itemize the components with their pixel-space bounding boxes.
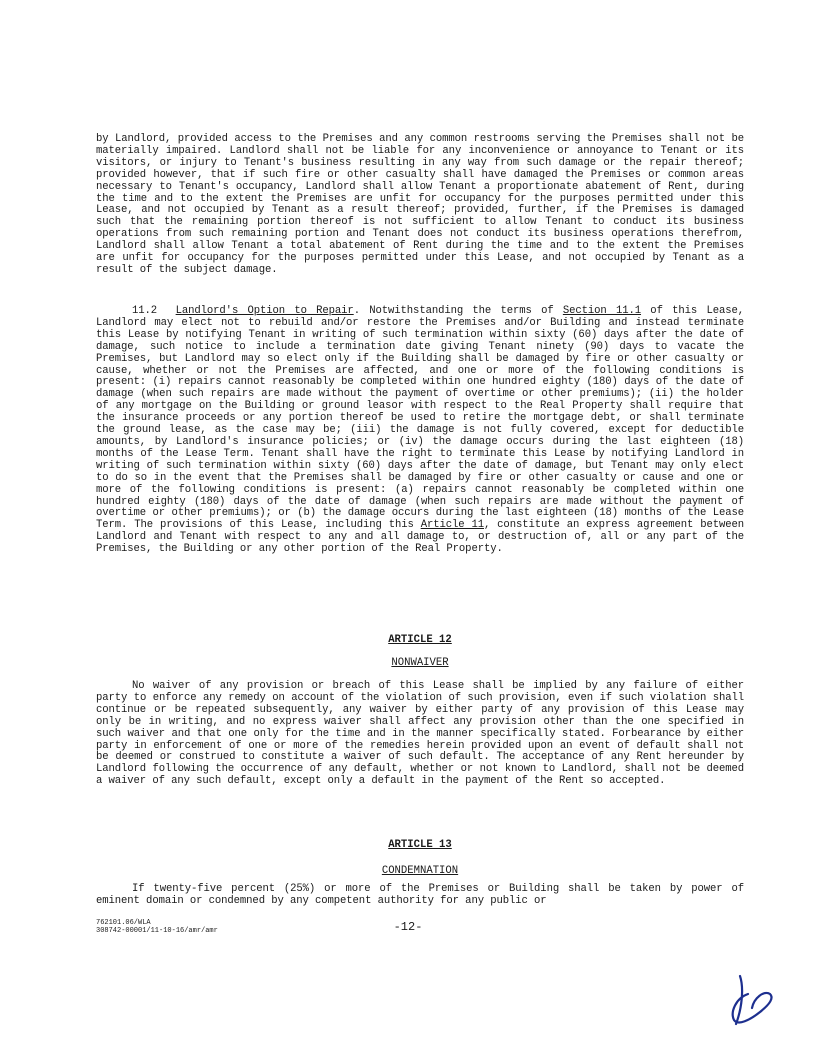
paragraph-nonwaiver bbox=[96, 681, 744, 788]
document-reference-footer bbox=[96, 919, 218, 935]
article-12-subtitle: NONWAIVER bbox=[391, 657, 449, 669]
paragraph-text: If twenty-five percent (25%) or more of the Premises or Building shall be taken by power of eminent domain or condemned by any competent authority for any public or bbox=[96, 883, 744, 907]
paragraph-11-2 bbox=[96, 306, 744, 556]
paragraph-text: . Notwithstanding the terms of bbox=[353, 305, 563, 317]
paragraph-text: by Landlord, provided access to the Premises and any common restrooms serving the Premises shall not be materially impaired. Landlord shall not be liable for any inconvenience or annoyance to Tenant or its visitors, or injury to Tenant's business resulting in any way from such damage or the repair thereof; provided however, that if such fire or other casualty shall have damaged the Premises or common areas necessary to Tenant's occupancy, Landlord shall allow Tenant a proportionate abatement of Rent, during the time and to the extent the Premises are unfit for occupancy for the purposes permitted under this Lease, and not occupied by Tenant as a result thereof; provided, further, if the Premises is damaged such that the remaining portion thereof is not sufficient to allow Tenant to conduct its business operations from such remaining portion and Tenant does not conduct its business operations therefrom, Landlord shall allow Tenant a total abatement of Rent during the time and to the extent the Premises are unfit for occupancy for the purposes permitted under this Lease, and not occupied by Tenant as a result of the subject damage. bbox=[96, 133, 744, 276]
page-number: -12- bbox=[393, 920, 423, 934]
footer-line: 762101.06/WLA bbox=[96, 919, 151, 927]
paragraph-text: , constitute an express agreement between Landlord and Tenant with respect to any and all damage to, or destruction of, all or any part of the Premises, the Building or any other portion of the Real Property. bbox=[96, 519, 744, 556]
section-number: 11.2 bbox=[132, 305, 158, 317]
cross-reference-article: Article 11 bbox=[420, 519, 484, 532]
article-13-title: ARTICLE 13 bbox=[388, 839, 452, 851]
initials-signature-icon bbox=[726, 968, 776, 1030]
section-heading: Landlord's Option to Repair bbox=[175, 305, 354, 317]
paragraph-damage-abatement bbox=[96, 134, 744, 277]
cross-reference-section: Section 11.1 bbox=[562, 305, 642, 317]
article-13-subtitle: CONDEMNATION bbox=[381, 865, 459, 877]
paragraph-condemnation bbox=[96, 884, 744, 908]
paragraph-text: of this Lease, Landlord may elect not to rebuild and/or restore the Premises and/or Building and instead terminate this Lease by notifying Tenant in writing of such termination within sixty (60) days after the date of damage, such notice to include a termination date giving Tenant ninety (90) days to vacate the Premises, but Landlord may so elect only if the Building shall be damaged by fire or other casualty or cause, whether or not the Premises are affected, and one or more of the following conditions is present: (i) repairs cannot reasonably be completed within one hundred eighty (180) days of the date of damage (when such repairs are made without the payment of overtime or other premiums); (ii) the holder of any mortgage on the Building or ground leasor with respect to the Real Property shall require that the insurance proceeds or any portion thereof be used to retire the mortgage debt, or shall terminate the ground lease, as the case may be; (iii) the damage is not fully covered, except for deductible amounts, by Landlord's insurance policies; or (iv) the damage occurs during the last eighteen (18) months of the Lease Term. Tenant shall have the right to terminate this Lease by notifying Landlord in writing of such termination within sixty (60) days after the date of damage, but Tenant may only elect to do so in the event that the Premises shall be damaged by fire or other casualty or cause and one or more of the following conditions is present: (a) repairs cannot reasonably be completed within one hundred eighty (180) days of the date of damage (when such repairs are made without the payment of overtime or other premiums); or (b) the damage occurs during the last eighteen (18) months of the Lease Term. The provisions of this Lease, including this bbox=[96, 305, 744, 532]
footer-line: 308742-00001/11-10-16/amr/amr bbox=[96, 927, 218, 935]
article-12-title: ARTICLE 12 bbox=[388, 634, 452, 646]
paragraph-text: No waiver of any provision or breach of this Lease shall be implied by any failure of either party to enforce any remedy on account of the violation of such provision, even if such violation shall continue or be repeated subsequently, any waiver by either party of any provision of this Lease may only be in writing, and no express waiver shall affect any provision other than the one specified in such waiver and that one only for the time and in the manner specifically stated. Forbearance by either party in enforcement of one or more of the remedies herein provided upon an event of default shall not be deemed or construed to constitute a waiver of such default. The acceptance of any Rent hereunder by Landlord following the occurrence of any default, whether or not known to Landlord, shall not be deemed a waiver of any such default, except only a default in the payment of the Rent so accepted. bbox=[96, 680, 744, 788]
